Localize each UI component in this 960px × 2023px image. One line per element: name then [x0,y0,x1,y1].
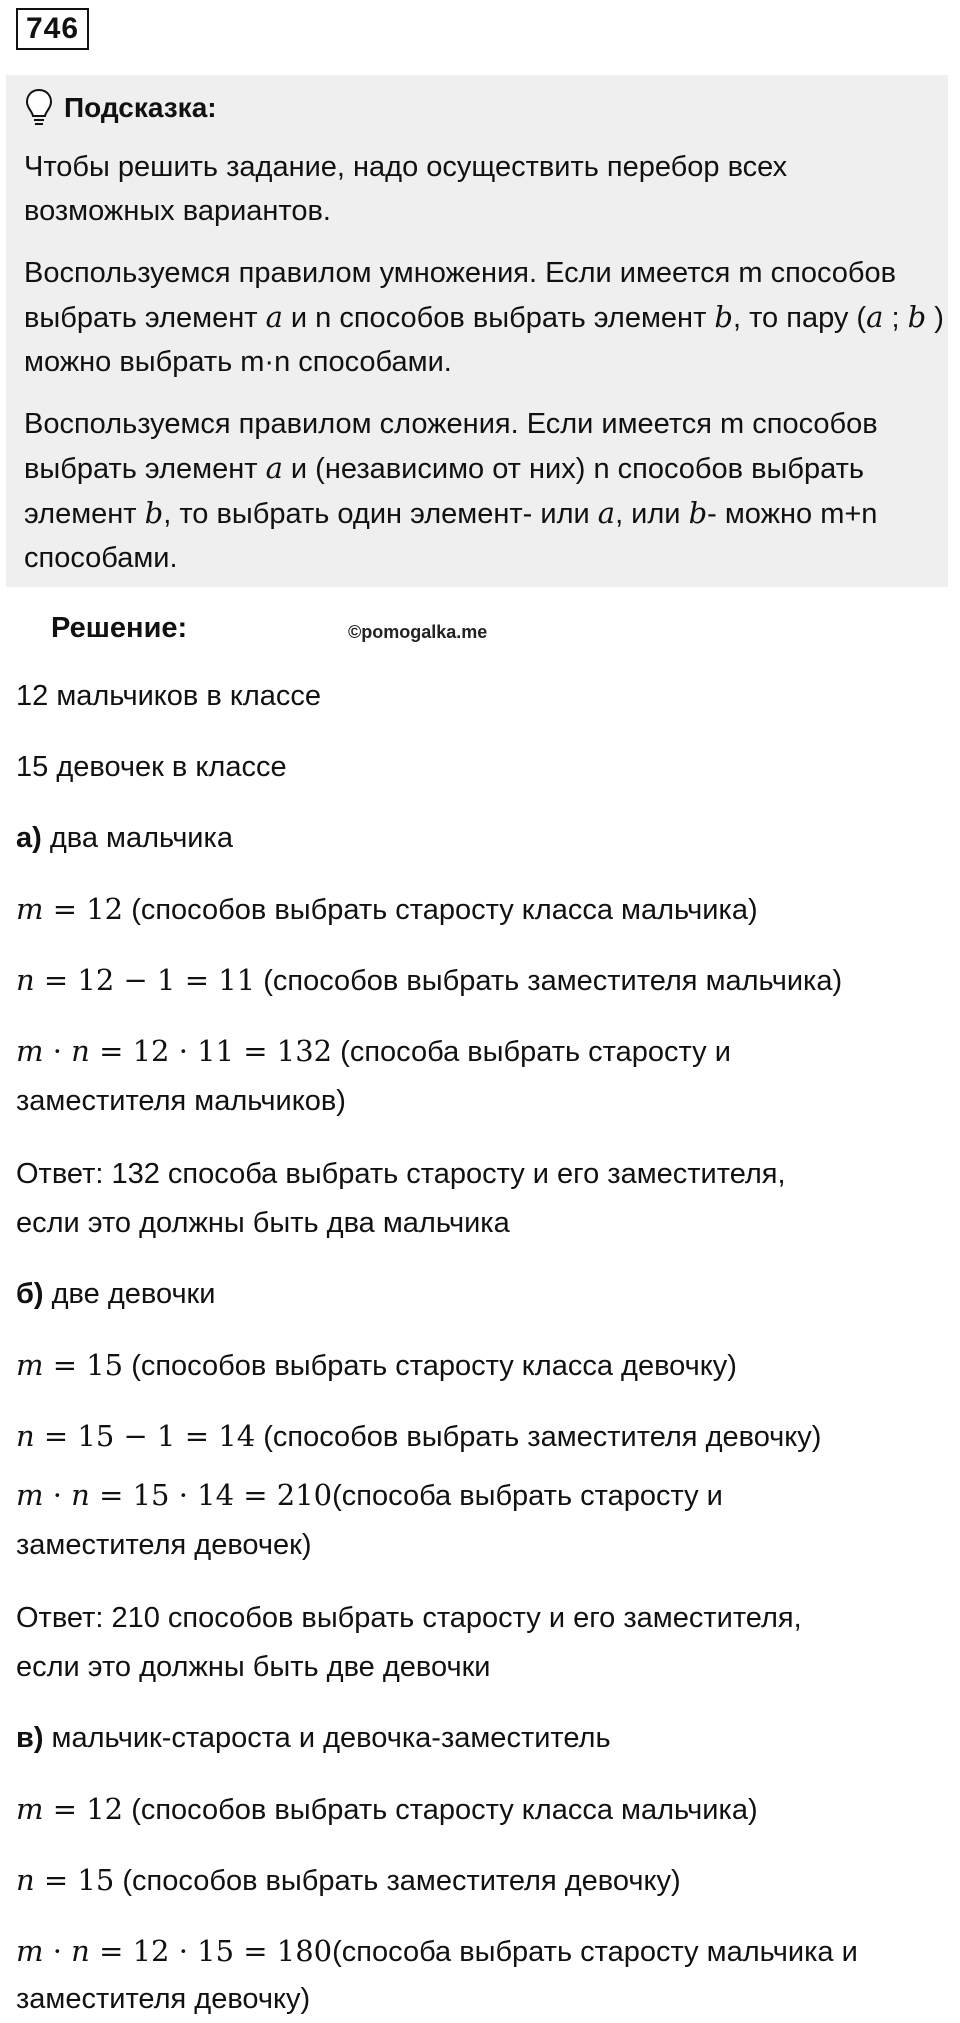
math-variable: b [714,300,733,334]
part-a-mn-line [16,1027,731,1076]
part-b-n-line [16,1412,821,1461]
math-expression: = 15 − 1 = 14 [43,1419,256,1453]
math-variable: m [16,1478,44,1512]
math-variable: a [265,300,283,334]
part-label: в) [16,1722,44,1754]
part-a-n-line [16,956,842,1005]
math-variable: n [71,1934,90,1968]
part-c-n-line [16,1856,681,1905]
math-variable: b [688,496,708,530]
math-expression: = 12 [52,1792,124,1826]
part-b-mn-line [16,1471,723,1520]
hint-text: ; [883,302,908,334]
math-operator: · [43,1934,72,1968]
part-title: два мальчика [41,822,233,854]
math-variable: n [16,963,35,997]
math-variable: m [16,1348,44,1382]
hint-text: - можно m+n способами. [24,498,878,574]
note: (способов выбрать старосту класса мальчика) [123,894,758,926]
math-variable: n [71,1034,90,1068]
note: (способа выбрать старосту и [332,1036,731,1068]
math-variable: m [16,1034,44,1068]
hint-text: и (независимо от них) n способов выбрать элемент [24,453,864,530]
boys-count: 12 мальчиков в классе [16,680,322,712]
math-variable: a [597,496,616,530]
hint-title: Подсказка: [64,92,217,123]
math-variable: m [16,1934,44,1968]
part-b-answer-1: Ответ: 210 способов выбрать старосту и его заместителя, [16,1602,802,1634]
math-variable: m [16,892,44,926]
hint-text: , то выбрать один элемент- или [163,498,598,530]
math-expression: = 15 [43,1863,115,1897]
math-expression: = 12 [52,892,124,926]
part-label: б) [16,1278,44,1310]
watermark: ©pomogalka.me [348,622,488,642]
math-variable: a [866,300,884,334]
lightbulb-icon [24,88,54,128]
part-a-m-line [16,885,758,934]
math-variable: n [16,1863,35,1897]
math-variable: b [144,496,164,530]
hint-text: , то пару ( [732,302,867,334]
part-c-mn-line [16,1927,858,1976]
math-variable: n [16,1419,35,1453]
hint-paragraph-1: Чтобы решить задание, надо осуществить перебор всех возможных вариантов. [24,151,788,227]
part-c-m-line [16,1785,758,1834]
hint-paragraph-3 [24,402,944,580]
math-expression: = 12 · 11 = 132 [99,1034,333,1068]
part-b-m-line [16,1341,737,1390]
hint-text: Воспользуемся правилом сложения. Если имеется m способов выбрать элемент [24,408,878,485]
math-expression: = 15 [52,1348,124,1382]
part-label: а) [16,822,42,854]
part-a-answer-1: Ответ: 132 способа выбрать старосту и его заместителя, [16,1158,786,1190]
part-b-mn-note: заместителя девочек) [16,1529,312,1561]
note: (способа выбрать старосту и [332,1480,723,1512]
math-variable: b [907,300,927,334]
math-variable: a [265,451,283,485]
math-operator: · [43,1478,72,1512]
note: (способов выбрать заместителя девочку) [114,1865,681,1897]
girls-count: 15 девочек в классе [16,751,287,783]
part-a-heading [16,814,233,862]
hint-text: Воспользуемся правилом умножения. Если имеется m способов выбрать элемент [24,257,897,334]
note: (способов выбрать заместителя девочку) [255,1421,822,1453]
hint-text: , или [615,498,689,530]
part-b-heading [16,1270,215,1318]
part-c-heading [16,1714,611,1762]
math-expression: = 12 − 1 = 11 [43,963,256,997]
note: (способов выбрать старосту класса мальчика) [123,1794,758,1826]
solution-title: Решение: [51,612,188,644]
hint-text: ) можно выбрать m·n способами. [24,302,944,378]
note: (способа выбрать старосту мальчика и [332,1936,858,1968]
note: (способов выбрать старосту класса девочку) [123,1350,737,1382]
math-variable: m [16,1792,44,1826]
part-a-mn-note: заместителя мальчиков) [16,1085,346,1117]
hint-box [6,75,948,587]
hint-text: и n способов выбрать элемент [282,302,715,334]
note: (способов выбрать заместителя мальчика) [255,965,843,997]
part-c-mn-note: заместителя девочку) [16,1983,311,2015]
hint-paragraph-2 [24,251,944,384]
part-a-answer-2: если это должны быть два мальчика [16,1207,510,1239]
math-expression: = 12 · 15 = 180 [99,1934,333,1968]
math-expression: = 15 · 14 = 210 [99,1478,333,1512]
part-title: две девочки [43,1278,216,1310]
hint-header [24,85,938,131]
part-b-answer-2: если это должны быть две девочки [16,1651,491,1683]
math-variable: n [71,1478,90,1512]
task-number: 746 [16,8,89,50]
part-title: мальчик-староста и девочка-заместитель [43,1722,611,1754]
math-operator: · [43,1034,72,1068]
